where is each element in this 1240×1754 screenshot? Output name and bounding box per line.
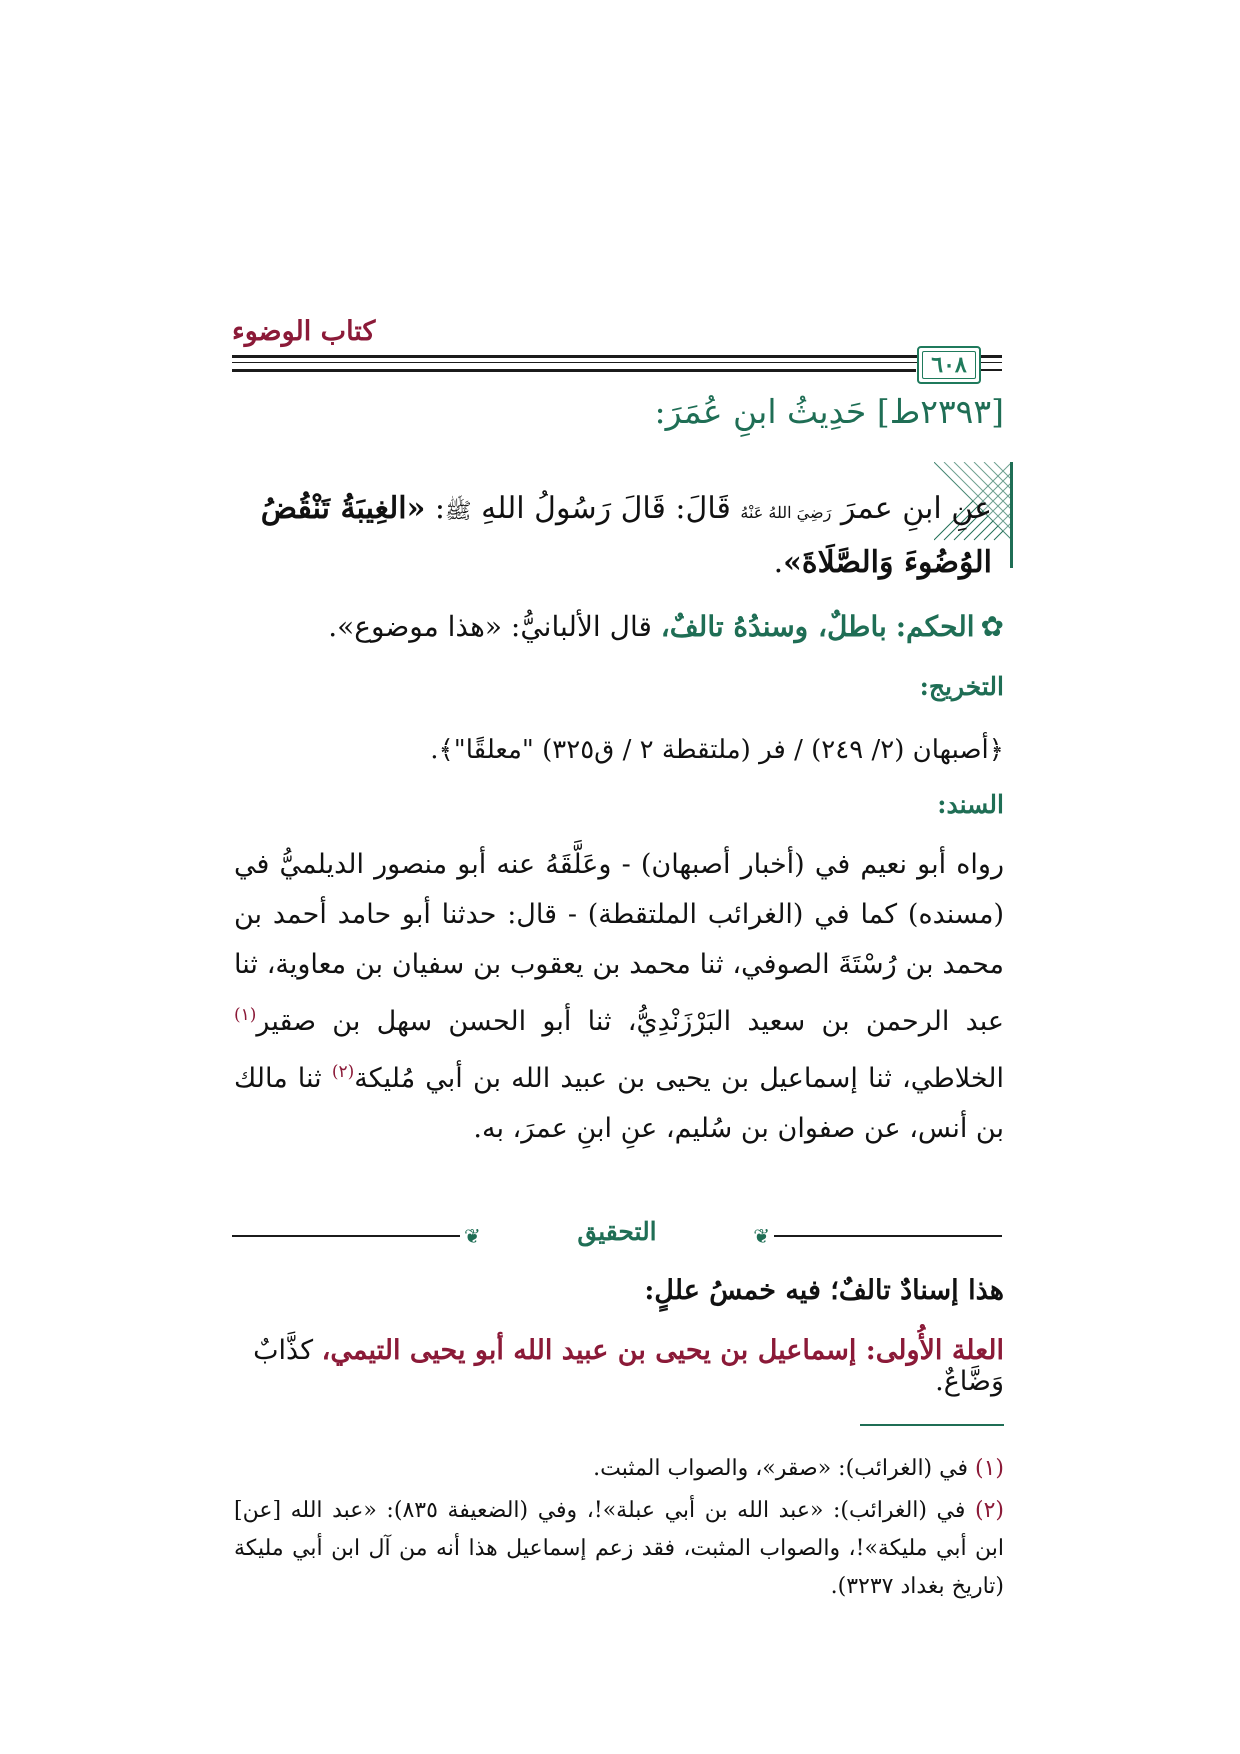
footnote-ref-2[interactable]: (٢) (331, 1062, 355, 1082)
flower-icon: ✿ (980, 610, 1004, 643)
sanad-label: السند: (937, 790, 1004, 819)
footnotes (234, 1450, 1004, 1610)
footnote-number: (١) (974, 1456, 1004, 1481)
illa-name: إسماعيل بن يحيى بن عبيد الله أبو يحيى التيمي، (321, 1335, 857, 1366)
footnote-1 (234, 1450, 1004, 1488)
takhrij-label: التخريج: (919, 672, 1004, 701)
divider-line-right (774, 1235, 1002, 1237)
ornament-right-icon: ❦ (753, 1224, 770, 1248)
hukm-verdict: باطلٌ، وسندُهُ تالفٌ، (660, 610, 887, 643)
header-rule-bottom (232, 362, 1002, 363)
hadith-end: . (773, 545, 784, 580)
sanad-part-2: الخلاطي، ثنا إسماعيل بن يحيى بن عبيد الله بن أبي مُليكة (354, 1063, 1004, 1094)
hukm-rest: قال الألبانيُّ: «هذا موضوع». (328, 610, 661, 643)
hukm-line (234, 610, 1004, 643)
page-number: ٦٠٨ (931, 352, 967, 378)
footnote-ref-1[interactable]: (١) (234, 1005, 257, 1025)
header-rule-lower (232, 369, 916, 372)
ornament-left-icon: ❦ (464, 1224, 481, 1248)
tahqiq-divider (232, 1215, 1002, 1255)
takhrij-text: ﴿أصبهان (٢/ ٢٤٩) / فر (ملتقطة ٢ / ق٣٢٥) "معلقًا"﴾. (430, 735, 1004, 765)
footnote-number: (٢) (974, 1498, 1004, 1523)
tahqiq-title: التحقيق (577, 1217, 657, 1246)
illa-rest: كذَّابٌ وَضَّاعٌ. (253, 1335, 1004, 1397)
box-tick-right (981, 369, 1002, 371)
footnote-2 (234, 1492, 1004, 1606)
page-number-box (917, 346, 981, 384)
hukm-label: الحكم: (895, 610, 975, 643)
footnote-text: في (الغرائب): «عبد الله بن أبي عبلة»!، وفي (الضعيفة ٨٣٥): «عبد الله [عن] ابن أبي مليكة»!، والصواب المثبت، فقد زعم إسماعيل هذا أنه من آل ابن أبي مليكة (تاريخ بغداد ٣٢٣٧). (234, 1498, 1004, 1599)
hadith-lead: عنِ ابنِ عمرَ (831, 491, 992, 526)
hadith-colon: : (425, 491, 446, 526)
analysis-statement: هذا إسنادٌ تالفٌ؛ فيه خمسُ عللٍ: (644, 1275, 1004, 1306)
hadith-heading: [٢٣٩٣ط] حَدِيثُ ابنِ عُمَرَ: (654, 392, 1004, 431)
sanad-part-3: ثنا مالك بن أنس، عن صفوان بن سُليم، عنِ ابنِ عمرَ، به. (234, 1063, 1004, 1144)
sanad-part-1: رواه أبو نعيم في (أخبار أصبهان) - وعَلَّقَهُ عنه أبو منصور الديلميُّ في (مسنده) كما في (الغرائب الملتقطة) - قال: حدثنا أبو حامد أحمد بن محمد بن رُسْتَةَ الصوفي، ثنا محمد بن يعقوب بن سفيان بن معاوية، ثنا عبد الرحمن بن سعيد البَرْزَنْدِيُّ، ثنا أبو الحسن سهل بن صقير (234, 849, 1004, 1037)
hadith-said: قَالَ: قَالَ رَسُولُ اللهِ (471, 491, 741, 526)
honorific: رَضِيَ اللهُ عَنْهُ (740, 503, 832, 522)
hadith-text (232, 484, 992, 588)
footnote-separator (860, 1424, 1004, 1426)
header-rule-top (232, 355, 1002, 358)
footnote-text: في (الغرائب): «صقر»، والصواب المثبت. (593, 1456, 975, 1481)
salutation: ﷺ (445, 499, 472, 524)
hadith-side-bar (1010, 462, 1013, 568)
illa-label: العلة الأُولى: (856, 1335, 1004, 1366)
sanad-paragraph (234, 840, 1004, 1154)
book-title: كتاب الوضوء (232, 316, 376, 347)
first-illa (234, 1335, 1004, 1397)
hadith-quote: «الغِيبَةُ تَنْقُضُ الوُضُوءَ وَالصَّلَاةَ» (260, 491, 992, 580)
